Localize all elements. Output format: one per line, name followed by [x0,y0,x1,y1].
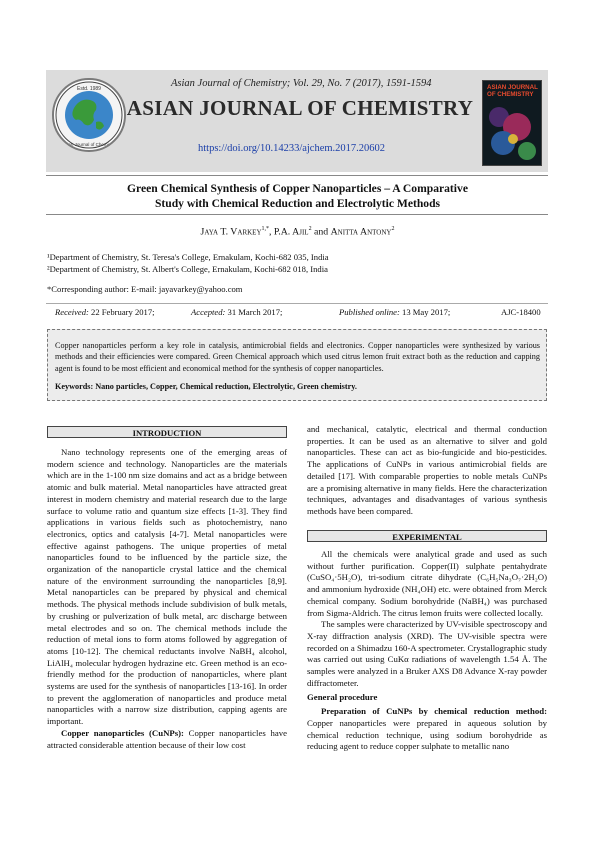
cunps-paragraph: Copper nanoparticles have attracted considerable attention because of their low cost [47,727,287,750]
journal-logo [52,78,126,152]
journal-citation: Asian Journal of Chemistry; Vol. 29, No. 7 (2017), 1591-1594 [171,78,432,89]
introduction-heading: INTRODUCTION [47,426,287,438]
author-3: Anitta Antony [330,226,392,238]
logo-year: Estd. 1989 [77,86,101,92]
author-list [60,226,535,237]
received-label: Received: [55,307,89,317]
author-3-sup: 2 [391,226,395,232]
published-label: Published online: [339,307,400,317]
published-date: 13 May 2017; [402,307,451,317]
experimental-paragraph-1: All the chemicals were analytical grade and used as such without further purification. Copper(II) sulphate pentahydrate (CuSO₄·5H₂O), tri-sodium citrate dihydrate (C₆H₅Na₃O₇·2H₂O) and ammonium hydroxide (NH₄OH) etc. were obtained from Merck chemical company. Sodium borohydride (NaBH₄) was purchased from Sigma-Aldrich. The citrus lemon fruits were collected locally. [307,549,547,618]
received-date: 22 February 2017; [91,307,155,317]
keywords: Keywords: Nano particles, Copper, Chemical reduction, Electrolytic, Green chemistry. [55,382,357,391]
author-2: P.A. Ajil [273,226,309,238]
right-column [307,549,547,753]
author-separator: , [269,226,274,238]
general-procedure-heading: General procedure [307,692,378,703]
affiliation-2: ²Department of Chemistry, St. Albert's College, Ernakulam, Kochi-682 018, India [47,264,328,274]
journal-cover-thumbnail [482,80,542,166]
chemical-reduction-lead: Preparation of CuNPs by chemical reduction method: [321,706,547,717]
paper-title [60,181,535,211]
abstract-text: Copper nanoparticles perform a key role in catalysis, antimicrobial fields and electronics. Copper nanoparticles were synthesized by various methods and their efficiencies were compared. Green Chemical approach which used citrus lemon fruit extract both as the reduction and capping agent is found to be most efficient and economical method for the synthesis of copper nanoparticles. [55,341,540,373]
introduction-continued: and mechanical, catalytic, electrical and thermal conduction properties. It can be used as an alternative to silver and gold nanoparticles. These can act as bio-fungicide and bio-pesticides. The applications of CuNPs in various antimicrobial fields are detailed [17]. With comparable properties to noble metals CuNPs are a promising alternative in many fields. Here the characterization techniques, advantages and disadvantages of various synthesis methods have been compared. [307,424,547,516]
doi-link[interactable]: https://doi.org/10.14233/ajchem.2017.20602 [198,143,386,154]
accepted-label: Accepted: [191,307,226,317]
paper-title-line1: Green Chemical Synthesis of Copper Nanoparticles – A Comparative [127,182,468,195]
logo-text: Asian Journal of Chemistry [62,142,116,147]
right-column-continued [307,424,547,518]
title-top-rule [46,175,548,176]
accepted-date: 31 March 2017; [227,307,283,317]
left-column [47,447,287,751]
chemical-reduction-paragraph: Copper nanoparticles were prepared in aqueous solution by chemical reduction technique, using sodium borohydride as reducing agent to reduce copper sulphate to metallic nano [307,717,547,752]
article-dates [47,303,547,321]
cover-title: ASIAN JOURNAL OF CHEMISTRY [487,84,538,98]
paper-title-line2: Study with Chemical Reduction and Electrolytic Methods [154,197,441,210]
author-1: Jaya T. Varkey [200,226,262,238]
author-2-sup: 2 [308,226,312,232]
author-and: and [311,226,331,238]
cunps-lead: Copper nanoparticles (CuNPs): [61,727,184,738]
experimental-heading: EXPERIMENTAL [307,530,547,542]
corresponding-author: *Corresponding author: E-mail: jayavarkey@yahoo.com [47,284,243,294]
affiliation-1: ¹Department of Chemistry, St. Teresa's College, Ernakulam, Kochi-682 035, India [47,252,329,262]
article-id: AJC-18400 [501,307,541,317]
journal-name: ASIAN JOURNAL OF CHEMISTRY [126,96,474,120]
title-bottom-rule [46,214,548,215]
author-1-sup: 1,* [261,226,269,232]
experimental-paragraph-2: The samples were characterized by UV-visible spectroscopy and X-ray diffraction analysis (XRD). The UV-visible spectra were recorded on a Shimadzu 160-A spectrometer. Crystallographic study was carried out using CuKα radiations of wavelength 1.54 Å. The samples were analyzed in a Bruker AXS D8 Advance X-ray powder diffractometer. [307,619,547,688]
introduction-paragraph: Nano technology represents one of the emerging areas of modern science and technology. Nanoparticles are the materials which are in the 1-100 nm size domains and act as a bridge between atomic and bulk material. Metal nanoparticles have attracted great interest in modern chemistry and material research due to the large surface to volume ratio and quantum size effects [1-3]. They find applications in various fields such as photochemistry, nano electronics, optics and catalysis [4-7]. Metal nanoparticles were effective against pathogens. The unique properties of metal nanoparticles found to be influenced by the particle size, the organization of the nanoparticle crystal lattice and the chemical nature of the environment surrounding the nanoparticles [8,9]. Metal nanoparticles can be prepared by physical and chemical methods. The physical methods include subdivision of bulk metals, by crushing or pulverization of bulk metal, arc discharge between metal electrodes and so on. The chemical methods include the reduction of metal ions to form atoms followed by aggregation of atoms [10-12]. The chemical reductants involve NaBH₄ alcohol, LiAlH₄ molecular hydrogen hydrazine etc. Green method is an eco-friendly method for the production of nanoparticles, where plant systems are used for the synthesis of nanoparticles [13-16]. In order to prevent the agglomeration of nanoparticles and produce metal nanoparticles with a narrow size distribution, capping agents are important. [47,447,287,727]
